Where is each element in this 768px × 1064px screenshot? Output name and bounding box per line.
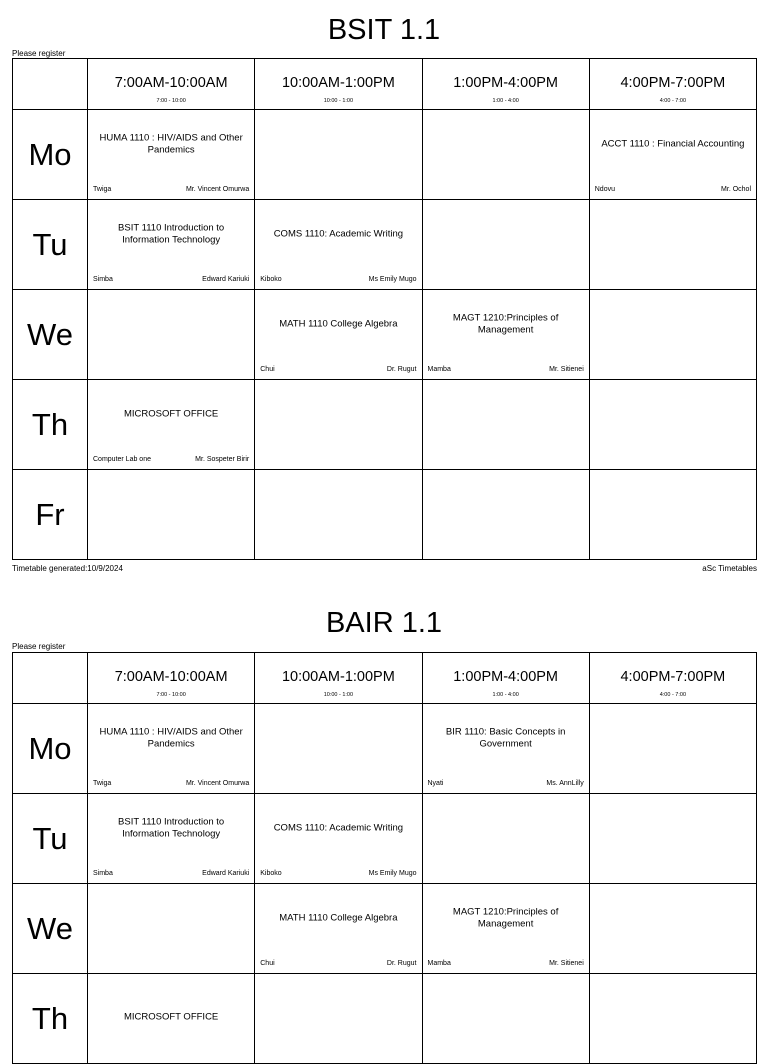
corner-cell [13, 59, 88, 110]
lesson-cell: MAGT 1210:Principles of Management Mamba Mr. Sitienei [422, 884, 589, 974]
period-header: 1:00PM-4:00PM 1:00 - 4:00 [422, 59, 589, 110]
lesson-cell [422, 380, 589, 470]
day-row-fr [13, 470, 757, 560]
day-row-we [13, 290, 757, 380]
lesson-cell [88, 470, 255, 560]
lesson-cell [589, 884, 756, 974]
day-row-we [13, 884, 757, 974]
timetable-generated-note: Timetable generated:10/9/2024 [12, 564, 123, 573]
lesson-cell: MATH 1110 College Algebra Chui Dr. Rugut [255, 884, 422, 974]
period-header: 4:00PM-7:00PM 4:00 - 7:00 [589, 59, 756, 110]
corner-cell [13, 653, 88, 704]
lesson-cell: HUMA 1110 : HIV/AIDS and Other Pandemics Twiga Mr. Vincent Omurwa [88, 704, 255, 794]
lesson-cell [255, 380, 422, 470]
timetable-grid [12, 58, 757, 560]
day-label: Fr [13, 470, 88, 560]
sheet-title: BAIR 1.1 [325, 607, 443, 639]
day-label: Tu [13, 200, 88, 290]
lesson-cell: BIR 1110: Basic Concepts in Government Nyati Ms. AnnLilly [422, 704, 589, 794]
lesson-cell [589, 470, 756, 560]
please-register-note: Please register [12, 49, 66, 58]
period-header: 1:00PM-4:00PM 1:00 - 4:00 [422, 653, 589, 704]
period-header: 7:00AM-10:00AM 7:00 - 10:00 [88, 59, 255, 110]
day-label: Th [13, 380, 88, 470]
day-label: We [13, 884, 88, 974]
lesson-cell [422, 794, 589, 884]
lesson-cell [589, 794, 756, 884]
lesson-cell [255, 704, 422, 794]
lesson-cell [255, 470, 422, 560]
day-row-tu [13, 200, 757, 290]
day-label: Tu [13, 794, 88, 884]
lesson-cell: BSIT 1110 Introduction to Information Technology Simba Edward Kariuki [88, 794, 255, 884]
lesson-cell [589, 974, 756, 1064]
day-label: Th [13, 974, 88, 1064]
lesson-cell [88, 884, 255, 974]
day-label: Mo [13, 110, 88, 200]
lesson-cell [422, 974, 589, 1064]
lesson-cell [88, 290, 255, 380]
period-header-row [13, 59, 757, 110]
lesson-cell: MATH 1110 College Algebra Chui Dr. Rugut [255, 290, 422, 380]
day-label: Mo [13, 704, 88, 794]
day-row-th [13, 380, 757, 470]
timetable-grid [12, 652, 757, 1064]
lesson-cell [589, 290, 756, 380]
period-header: 4:00PM-7:00PM 4:00 - 7:00 [589, 653, 756, 704]
day-label: We [13, 290, 88, 380]
period-header: 10:00AM-1:00PM 10:00 - 1:00 [255, 59, 422, 110]
lesson-cell [255, 974, 422, 1064]
day-row-th [13, 974, 757, 1064]
day-row-mo [13, 110, 757, 200]
day-row-tu [13, 794, 757, 884]
lesson-cell [589, 200, 756, 290]
day-row-mo [13, 704, 757, 794]
period-header: 7:00AM-10:00AM 7:00 - 10:00 [88, 653, 255, 704]
asc-timetables-credit: aSc Timetables [702, 564, 757, 573]
lesson-cell: MICROSOFT OFFICE [88, 974, 255, 1064]
please-register-note: Please register [12, 642, 66, 651]
lesson-cell: MAGT 1210:Principles of Management Mamba Mr. Sitienei [422, 290, 589, 380]
lesson-cell: MICROSOFT OFFICE Computer Lab one Mr. Sospeter Birir [88, 380, 255, 470]
lesson-cell [422, 110, 589, 200]
lesson-cell: BSIT 1110 Introduction to Information Technology Simba Edward Kariuki [88, 200, 255, 290]
lesson-cell [255, 110, 422, 200]
lesson-cell [422, 470, 589, 560]
period-header-row [13, 653, 757, 704]
lesson-cell: ACCT 1110 : Financial Accounting Ndovu Mr. Ochol [589, 110, 756, 200]
lesson-cell: HUMA 1110 : HIV/AIDS and Other Pandemics Twiga Mr. Vincent Omurwa [88, 110, 255, 200]
lesson-cell [589, 704, 756, 794]
lesson-cell: COMS 1110: Academic Writing Kiboko Ms Emily Mugo [255, 200, 422, 290]
sheet-title: BSIT 1.1 [327, 14, 441, 46]
lesson-cell: COMS 1110: Academic Writing Kiboko Ms Emily Mugo [255, 794, 422, 884]
lesson-cell [589, 380, 756, 470]
period-header: 10:00AM-1:00PM 10:00 - 1:00 [255, 653, 422, 704]
lesson-cell [422, 200, 589, 290]
